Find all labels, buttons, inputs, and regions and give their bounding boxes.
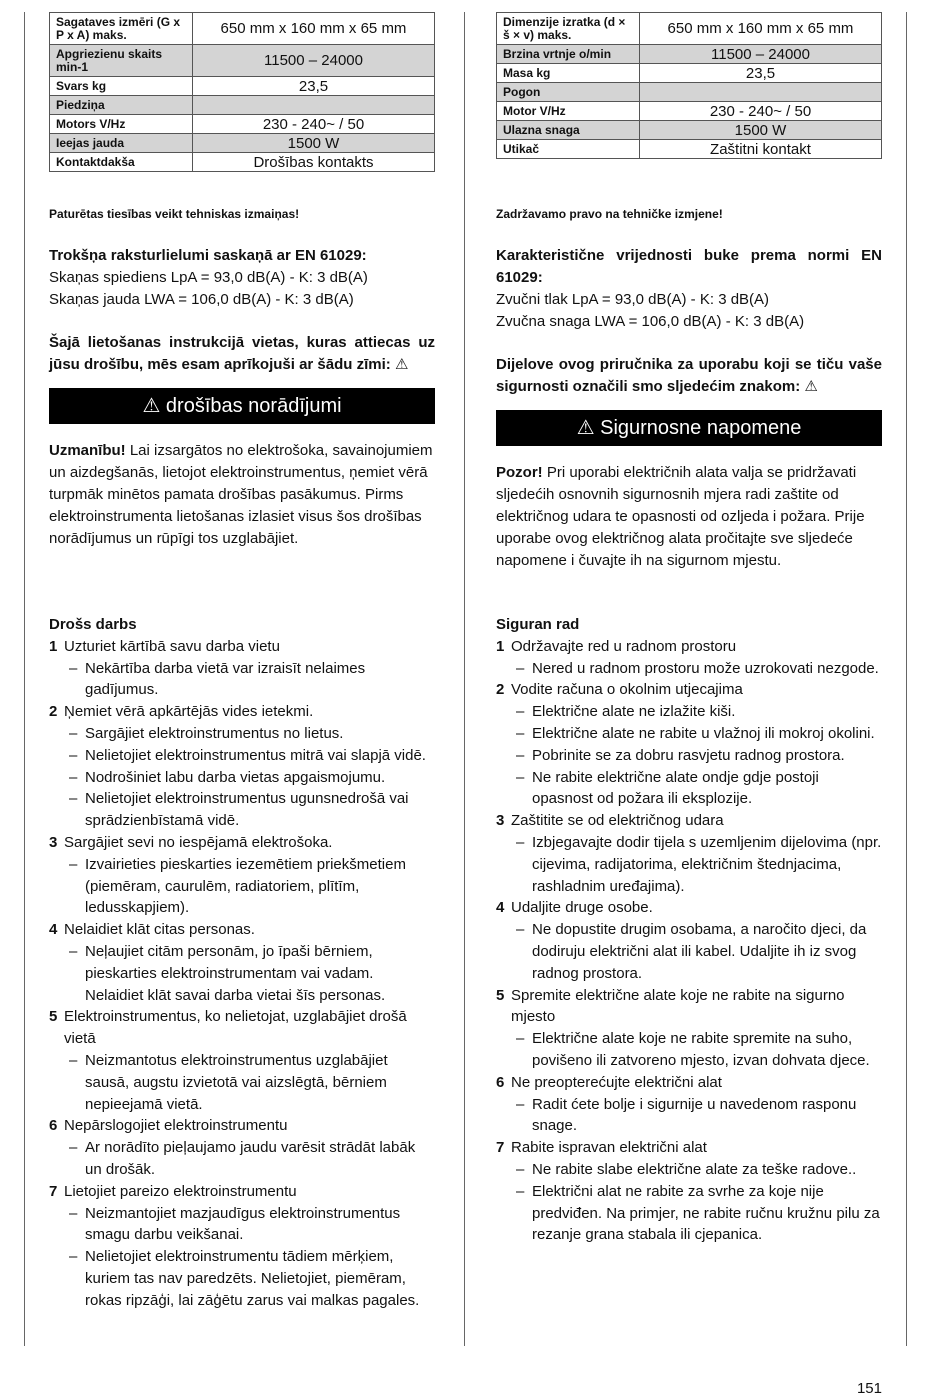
sub-item-text: Ne dopustite drugim osobama, a naročito djeci, da dodiruju električni alat ili kabel. Udaljite ih iz svog radnog prostora. xyxy=(532,921,867,982)
item-text: Spremite električne alate koje ne rabite na sigurno mjesto xyxy=(511,986,845,1026)
sub-item-text: Nekārtība darba vietā var izraisīt nelaimes gadījumus. xyxy=(85,659,366,699)
tech-changes-note: Paturētas tiesības veikt tehniskas izmaiņas! xyxy=(49,207,300,221)
spec-value: 1500 W xyxy=(193,134,435,153)
item-text: Nelaidiet klāt citas personas. xyxy=(64,921,255,939)
sub-item xyxy=(49,1246,435,1311)
safety-banner: ⚠ drošības norādījumi xyxy=(49,388,435,424)
safety-intro xyxy=(496,354,882,398)
item-text: Sargājiet sevi no iespējamā elektrošoka. xyxy=(64,833,333,851)
sub-item-text: Ne rabite slabe električne alate za teške radove.. xyxy=(532,1160,857,1178)
work-items xyxy=(49,636,435,1312)
noise-title: Trokšņa raksturlielumi saskaņā ar EN 61029: xyxy=(49,247,367,264)
attention-paragraph xyxy=(49,440,435,550)
list-item xyxy=(496,897,882,919)
list-item xyxy=(49,1006,435,1050)
spec-label: Ieejas jauda xyxy=(50,134,193,153)
sub-item-text: Ne rabite električne alate ondje gdje postoji opasnost od požara ili eksplozije. xyxy=(532,768,819,808)
item-number: 7 xyxy=(49,1182,58,1200)
spec-value: 650 mm x 160 mm x 65 mm xyxy=(193,13,435,45)
safety-intro xyxy=(49,332,435,376)
item-text: Elektroinstrumentus, ko nelietojat, uzglabājiet drošā vietā xyxy=(64,1008,407,1048)
sub-item-text: Nelietojiet elektroinstrumentus mitrā vai slapjā vidē. xyxy=(85,746,426,764)
sub-item-text: Izvairieties pieskarties iezemētiem priekšmetiem (piemēram, caurulēm, radiatoriem, plītīm, ledusskapjiem). xyxy=(85,855,406,917)
item-text: Održavajte red u radnom prostoru xyxy=(511,637,737,655)
attention-label: Uzmanību! xyxy=(49,442,126,459)
spec-label: Piedziņa xyxy=(50,96,193,115)
sub-item xyxy=(496,767,882,811)
list-item xyxy=(496,1137,882,1159)
spec-value xyxy=(640,83,882,102)
item-number: 1 xyxy=(496,637,505,655)
dash-bullet: – xyxy=(516,724,525,742)
item-text: Vodite računa o okolnim utjecajima xyxy=(511,681,743,699)
spec-value: 650 mm x 160 mm x 65 mm xyxy=(640,13,882,45)
spec-row xyxy=(50,134,435,153)
sub-item xyxy=(496,723,882,745)
attention-text: Lai izsargātos no elektrošoka, savainojumiem un aizdegšanās, lietojot elektroinstrumentus, ņemiet vērā turpmāk minētos pamata drošības pasākumus. Pirms elektroinstrumenta lietošanas izlasiet visus šos drošības norādījumus un rūpīgi tos uzglabājiet. xyxy=(49,442,433,547)
work-title: Drošs darbs xyxy=(49,616,137,633)
center-divider-line xyxy=(464,12,465,1346)
spec-value: 23,5 xyxy=(193,77,435,96)
spec-row xyxy=(50,96,435,115)
sub-item xyxy=(496,745,882,767)
item-text: Nepārslogojiet elektroinstrumentu xyxy=(64,1117,288,1135)
dash-bullet: – xyxy=(516,1182,525,1200)
sub-item-text: Električni alat ne rabite za svrhe za koje nije predviđen. Na primjer, ne rabite ručnu kružnu pilu za rezanje grana stabala ili cjepanica. xyxy=(532,1182,880,1244)
spec-row xyxy=(50,45,435,77)
item-text: Rabite ispravan električni alat xyxy=(511,1139,707,1157)
dash-bullet: – xyxy=(516,1095,525,1113)
dash-bullet: – xyxy=(516,1160,525,1178)
safety-intro-text: Šajā lietošanas instrukcijā vietas, kuras attiecas uz jūsu drošību, mēs esam aprīkojuši ar šādu zīmi: ⚠ xyxy=(49,334,435,373)
dash-bullet: – xyxy=(69,1139,78,1157)
sub-item xyxy=(496,701,882,723)
list-item xyxy=(496,1072,882,1094)
spec-row xyxy=(50,153,435,172)
sub-item xyxy=(49,1137,435,1181)
item-number: 4 xyxy=(496,899,505,917)
spec-table-hr xyxy=(496,12,882,159)
sub-item xyxy=(49,788,435,832)
spec-value: 230 - 240~ / 50 xyxy=(193,115,435,134)
sub-item xyxy=(496,658,882,680)
spec-label: Kontaktdakša xyxy=(50,153,193,172)
dash-bullet: – xyxy=(69,724,78,742)
latvian-column xyxy=(49,12,435,1309)
sub-item xyxy=(49,1050,435,1115)
dash-bullet: – xyxy=(69,746,78,764)
item-number: 3 xyxy=(49,833,58,851)
item-number: 6 xyxy=(496,1073,505,1091)
noise-section xyxy=(496,245,882,333)
list-item xyxy=(496,679,882,701)
list-item xyxy=(49,1181,435,1203)
noise-line: Zvučni tlak LpA = 93,0 dB(A) - K: 3 dB(A) xyxy=(496,291,770,308)
item-number: 3 xyxy=(496,812,505,830)
dash-bullet: – xyxy=(516,703,525,721)
item-text: Udaljite druge osobe. xyxy=(511,899,653,917)
left-margin-line xyxy=(24,12,25,1346)
spec-row xyxy=(50,13,435,45)
spec-value: Zaštitni kontakt xyxy=(640,140,882,159)
dash-bullet: – xyxy=(69,855,78,873)
item-number: 5 xyxy=(49,1008,58,1026)
sub-item xyxy=(496,1159,882,1181)
item-number: 2 xyxy=(49,703,58,721)
item-text: Ne preopterećujte električni alat xyxy=(511,1073,722,1091)
tech-changes-note: Zadržavamo pravo na tehničke izmjene! xyxy=(496,207,723,221)
spec-label: Sagataves izmēri (G x P x A) maks. xyxy=(50,13,193,45)
sub-item-text: Nelietojiet elektroinstrumentu tādiem mērķiem, kuriem tas nav paredzēts. Nelietojiet, piemēram, rokas ripzāģi, lai zāģētu zarus vai malkas pagales. xyxy=(85,1248,420,1309)
item-number: 5 xyxy=(496,986,505,1004)
right-margin-line xyxy=(906,12,907,1346)
spec-label: Svars kg xyxy=(50,77,193,96)
safety-intro-text: Dijelove ovog priručnika za uporabu koji se tiču vaše sigurnosti označili smo sljedećim znakom: ⚠ xyxy=(496,356,882,395)
sub-item xyxy=(49,854,435,919)
sub-item-text: Električne alate koje ne rabite spremite na suho, povišeno ili zatvoreno mjesto, izvan dohvata djece. xyxy=(532,1030,870,1069)
item-number: 4 xyxy=(49,921,58,939)
spec-label: Pogon xyxy=(497,83,640,102)
spec-value: Drošības kontakts xyxy=(193,153,435,172)
sub-item-text: Nered u radnom prostoru može uzrokovati nezgode. xyxy=(532,659,879,677)
spec-value: 11500 – 24000 xyxy=(640,45,882,64)
list-item xyxy=(49,1115,435,1137)
page-number: 151 xyxy=(856,1380,882,1397)
dash-bullet: – xyxy=(69,790,78,808)
dash-bullet: – xyxy=(516,659,525,677)
list-item xyxy=(49,832,435,854)
sub-item xyxy=(496,1028,882,1072)
spec-row xyxy=(50,115,435,134)
sub-item xyxy=(49,941,435,1006)
dash-bullet: – xyxy=(516,768,525,786)
dash-bullet: – xyxy=(69,1204,78,1222)
spec-row xyxy=(497,13,882,45)
sub-item-text: Sargājiet elektroinstrumentus no lietus. xyxy=(85,724,344,742)
spec-label: Motor V/Hz xyxy=(497,102,640,121)
item-number: 7 xyxy=(496,1139,505,1157)
safe-work-list xyxy=(49,614,435,1312)
sub-item-text: Nelietojiet elektroinstrumentus ugunsnedrošā vai sprādzienbīstamā vidē. xyxy=(85,790,409,830)
dash-bullet: – xyxy=(516,921,525,939)
sub-item-text: Ar norādīto pieļaujamo jaudu varēsit strādāt labāk un drošāk. xyxy=(85,1139,416,1178)
sub-item xyxy=(49,1203,435,1247)
sub-item xyxy=(496,1094,882,1138)
noise-line: Zvučna snaga LWA = 106,0 dB(A) - K: 3 dB(A) xyxy=(496,313,805,330)
work-title: Siguran rad xyxy=(496,616,580,633)
list-item xyxy=(49,701,435,723)
croatian-column xyxy=(496,12,882,1244)
sub-item xyxy=(496,832,882,897)
item-number: 2 xyxy=(496,681,505,699)
spec-label: Motors V/Hz xyxy=(50,115,193,134)
spec-label: Ulazna snaga xyxy=(497,121,640,140)
sub-item-text: Neizmantojiet mazjaudīgus elektroinstrumentus smagu darbu veikšanai. xyxy=(85,1204,401,1244)
spec-value: 1500 W xyxy=(640,121,882,140)
list-item xyxy=(496,985,882,1029)
spec-value xyxy=(193,96,435,115)
sub-item xyxy=(49,723,435,745)
sub-item xyxy=(49,745,435,767)
list-item xyxy=(496,810,882,832)
sub-item-text: Izbjegavajte dodir tijela s uzemljenim dijelovima (npr. cijevima, radijatorima, električnim štednjacima, rashladnim uređajima). xyxy=(532,833,882,895)
spec-row xyxy=(497,64,882,83)
dash-bullet: – xyxy=(69,1248,78,1266)
sub-item-text: Pobrinite se za dobru rasvjetu radnog prostora. xyxy=(532,746,845,764)
sub-item-text: Radit ćete bolje i sigurnije u navedenom rasponu snage. xyxy=(532,1095,857,1135)
noise-title: Karakteristične vrijednosti buke prema normi EN 61029: xyxy=(496,247,882,286)
spec-label: Dimenzije izratka (d × š × v) maks. xyxy=(497,13,640,45)
list-item xyxy=(49,919,435,941)
dash-bullet: – xyxy=(516,746,525,764)
sub-item-text: Neizmantotus elektroinstrumentus uzglabājiet sausā, augstu izvietotā vai aizslēgtā, bērniem nepieejamā vietā. xyxy=(85,1051,388,1113)
sub-item-text: Nodrošiniet labu darba vietas apgaismojumu. xyxy=(85,768,386,786)
item-text: Lietojiet pareizo elektroinstrumentu xyxy=(64,1182,297,1200)
noise-section xyxy=(49,245,435,311)
spec-value: 230 - 240~ / 50 xyxy=(640,102,882,121)
noise-line: Skaņas jauda LWA = 106,0 dB(A) - K: 3 dB(A) xyxy=(49,291,354,308)
sub-item-text: Električne alate ne rabite u vlažnoj ili mokroj okolini. xyxy=(532,724,875,742)
attention-label: Pozor! xyxy=(496,464,543,481)
list-item xyxy=(49,636,435,658)
spec-value: 11500 – 24000 xyxy=(193,45,435,77)
safety-banner: ⚠ Sigurnosne napomene xyxy=(496,410,882,446)
sub-item xyxy=(49,658,435,702)
noise-line: Skaņas spiediens LpA = 93,0 dB(A) - K: 3 dB(A) xyxy=(49,269,368,286)
spec-row xyxy=(497,121,882,140)
sub-item xyxy=(496,919,882,984)
item-number: 1 xyxy=(49,637,58,655)
sub-item-text: Električne alate ne izlažite kiši. xyxy=(532,703,736,721)
spec-row xyxy=(497,140,882,159)
spec-row xyxy=(497,83,882,102)
list-item xyxy=(496,636,882,658)
dash-bullet: – xyxy=(69,1051,78,1069)
spec-row xyxy=(50,77,435,96)
sub-item-text: Neļaujiet citām personām, jo īpaši bērniem, pieskarties elektroinstrumentam vai vadam. Nelaidiet klāt savai darba vietai šīs personas. xyxy=(85,942,386,1004)
item-number: 6 xyxy=(49,1117,58,1135)
work-items xyxy=(496,636,882,1246)
spec-label: Brzina vrtnje o/min xyxy=(497,45,640,64)
spec-label: Utikač xyxy=(497,140,640,159)
spec-label: Masa kg xyxy=(497,64,640,83)
item-text: Ņemiet vērā apkārtējās vides ietekmi. xyxy=(64,703,314,721)
dash-bullet: – xyxy=(516,833,525,851)
spec-value: 23,5 xyxy=(640,64,882,83)
dash-bullet: – xyxy=(516,1030,525,1048)
item-text: Uzturiet kārtībā savu darba vietu xyxy=(64,637,280,655)
dash-bullet: – xyxy=(69,942,78,960)
attention-text: Pri uporabi električnih alata valja se pridržavati sljedećih osnovnih sigurnosnih mjera radi zaštite od električnog udara te opasnosti od ozljeda i požara. Prije uporabe ovog električnog alata pročitajte sve sljedeće napomene i čuvajte ih na sigurnom mjestu. xyxy=(496,464,865,569)
spec-row xyxy=(497,102,882,121)
attention-paragraph xyxy=(496,462,882,572)
sub-item xyxy=(49,767,435,789)
item-text: Zaštitite se od električnog udara xyxy=(511,812,724,830)
safe-work-list xyxy=(496,614,882,1246)
spec-table-lv xyxy=(49,12,435,172)
sub-item xyxy=(496,1181,882,1246)
dash-bullet: – xyxy=(69,768,78,786)
dash-bullet: – xyxy=(69,659,78,677)
spec-label: Apgriezienu skaits min-1 xyxy=(50,45,193,77)
spec-row xyxy=(497,45,882,64)
